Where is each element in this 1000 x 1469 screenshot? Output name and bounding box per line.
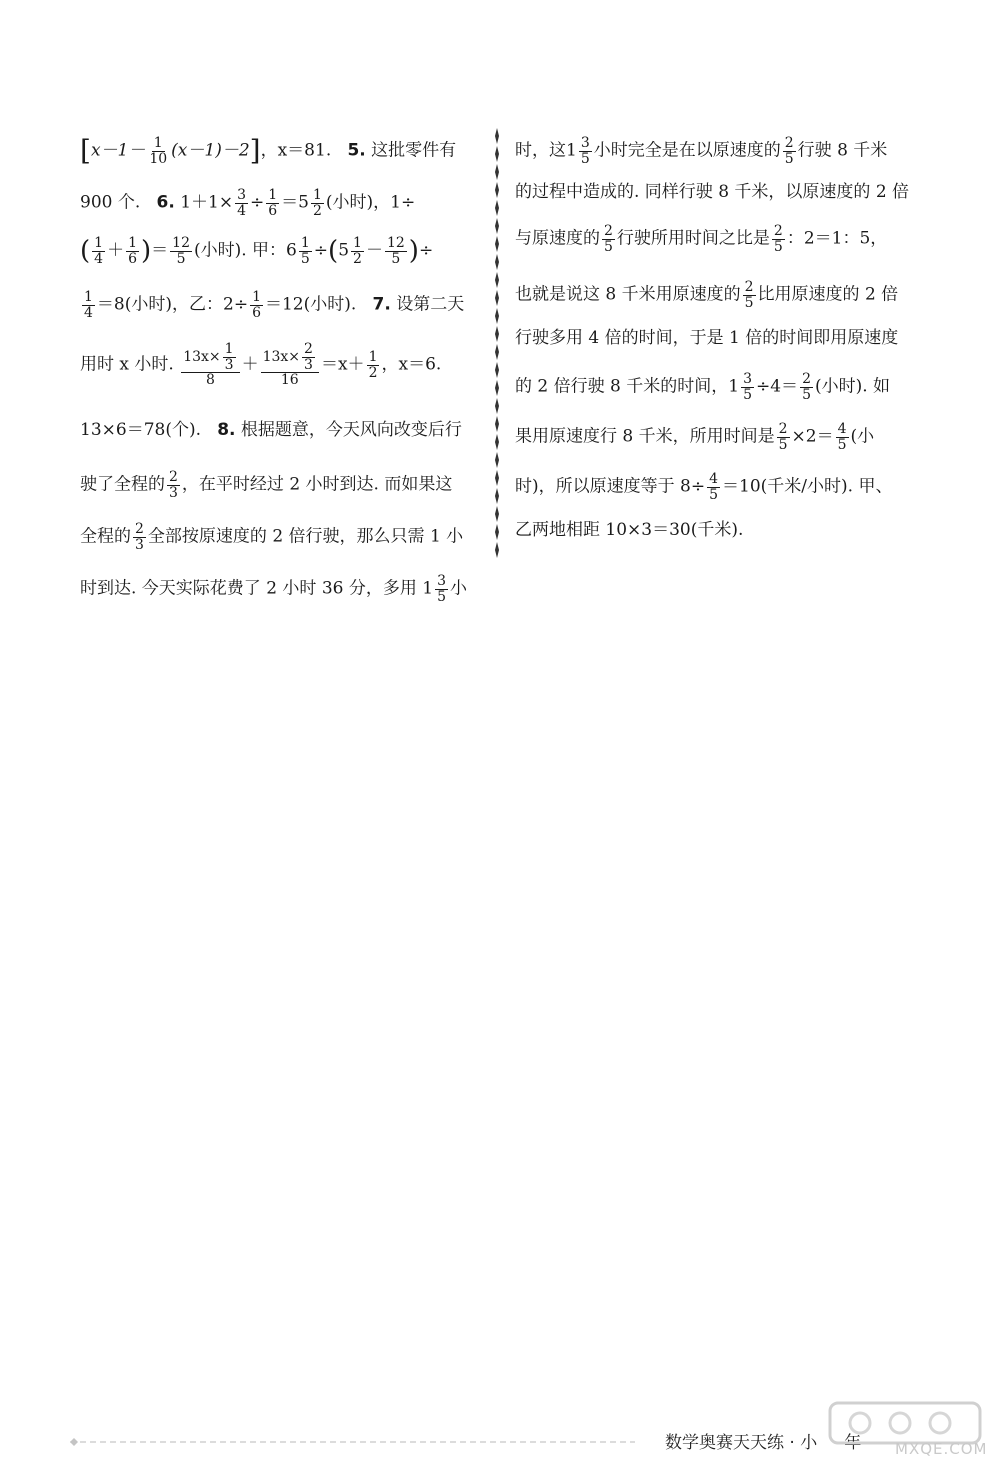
fraction: $\frac{2}{5}$ [802, 371, 811, 403]
answer-text: ＝12(小时). [264, 294, 357, 315]
left-bracket: [ [80, 134, 91, 168]
fraction: $\frac{1}{6}$ [252, 289, 261, 321]
answer-text: ：2＝1：5， [786, 228, 888, 249]
operator: ÷ [418, 240, 434, 261]
answer-text: 根据题意，今天风向改变后行 [240, 420, 462, 440]
problem-number: 7. [372, 294, 391, 315]
fraction: $\frac{1}{4}$ [94, 235, 104, 267]
fraction: $\frac{12}{5}$ [386, 235, 405, 267]
watermark-text: MXQE.COM [895, 1440, 988, 1458]
answer-text: 的 2 倍行驶 8 千米的时间，1 [515, 376, 740, 397]
answer-line-4 [80, 290, 464, 320]
answer-line-3 [80, 236, 433, 266]
fraction: $\frac{2}{5}$ [604, 223, 613, 255]
answer-line-5 [80, 342, 441, 388]
expression-text: x－1－ [90, 140, 146, 161]
operator: ÷ [313, 240, 329, 261]
answer-line-6 [80, 422, 462, 439]
answer-text: 比用原速度的 2 倍 [757, 284, 899, 305]
answer-line-1 [515, 136, 887, 166]
expression-text: 5 [338, 240, 350, 261]
fraction: $\frac{1}{4}$ [84, 289, 93, 321]
operator: ÷ [250, 192, 265, 213]
fraction: $\frac{1}{2}$ [313, 187, 322, 219]
answer-text: 时，这1 [515, 140, 577, 161]
operator: － [365, 240, 383, 261]
right-paren: ) [141, 236, 152, 267]
answer-text: 小时完全是在以原速度的 [593, 140, 781, 161]
fraction: $\frac{1}{10}$ [149, 135, 168, 167]
answer-text: 这批零件有 [371, 140, 457, 161]
right-paren: ) [408, 236, 419, 267]
left-paren: ( [328, 236, 339, 267]
fraction: $\frac{3}{4}$ [237, 187, 246, 219]
answer-text: 时)，所以原速度等于 8÷ [515, 476, 706, 497]
footer-ornament-line [70, 1438, 635, 1446]
fraction: $\frac{1}{2}$ [368, 348, 378, 381]
answer-line-2 [80, 188, 415, 218]
answer-text: 全部按原速度的 2 倍行驶，那么只需 1 小 [147, 526, 464, 547]
compound-fraction: 13x× $\frac{1}{3}$ 8 [181, 342, 239, 388]
answer-line-8 [515, 472, 892, 502]
answer-text: (小时)，1÷ [325, 192, 416, 213]
fraction: $\frac{3}{5}$ [437, 573, 447, 605]
fraction: $\frac{2}{3}$ [135, 521, 144, 553]
answer-text: 900 个. [80, 192, 141, 213]
fraction: $\frac{4}{5}$ [709, 471, 719, 503]
answer-line-7 [80, 470, 452, 500]
expression-text: ÷4＝ [756, 376, 799, 397]
expression-text: ＝x＋ [320, 354, 365, 375]
answer-text: (小 [850, 426, 875, 447]
fraction: $\frac{12}{5}$ [172, 235, 190, 267]
expression-text: ＝5 [281, 192, 309, 213]
answer-text: 时到达. 今天实际花费了 2 小时 36 分，多用 1 [80, 578, 434, 599]
fraction: $\frac{2}{3}$ [169, 469, 178, 501]
answer-line-8 [80, 522, 463, 552]
answer-line-2 [515, 184, 909, 201]
left-paren: ( [80, 236, 91, 267]
answer-text: (小时). 甲：6 [193, 240, 297, 261]
footer-book-title: 数学奥赛天天练 · 小 年 [665, 1433, 862, 1453]
answer-text: ＝8(小时)，乙：2÷ [96, 294, 249, 315]
right-bracket: ] [249, 134, 261, 168]
operator: ＋ [107, 240, 125, 261]
answer-text: 驶了全程的 [80, 474, 165, 495]
answer-text: (小时). 如 [814, 376, 891, 397]
answer-text: 果用原速度行 8 千米，所用时间是 [515, 426, 775, 447]
answer-line-3 [515, 224, 887, 254]
problem-number: 8. [217, 420, 236, 440]
fraction: $\frac{3}{5}$ [580, 135, 590, 167]
operator: ＝ [151, 240, 169, 261]
answer-line-6 [515, 372, 890, 402]
answer-text: 与原速度的 [515, 228, 600, 249]
answer-line-7 [515, 422, 874, 452]
result-text: ，x＝81. [260, 140, 332, 161]
problem-number: 5. [347, 140, 366, 161]
expression-text: 1＋1× [180, 192, 234, 213]
answer-text: 小 [450, 578, 468, 599]
answer-text: 13×6＝78(个). [80, 420, 201, 440]
fraction: $\frac{3}{5}$ [743, 371, 752, 403]
column-divider [494, 128, 500, 568]
fraction: $\frac{4}{5}$ [837, 421, 847, 453]
compound-fraction: 13x× $\frac{2}{3}$ 16 [261, 342, 319, 388]
answer-text: 也就是说这 8 千米用原速度的 [515, 284, 741, 305]
result-text: ，x＝6. [381, 354, 442, 375]
expression-text: (x－1)－2 [171, 140, 250, 161]
answer-text: 行驶 8 千米 [797, 140, 888, 161]
fraction: $\frac{1}{5}$ [300, 235, 310, 267]
answer-text: 的过程中造成的. 同样行驶 8 千米，以原速度的 2 倍 [515, 182, 910, 202]
answer-text: 乙两地相距 10×3＝30(千米). [515, 520, 744, 540]
fraction: $\frac{1}{6}$ [268, 187, 278, 219]
answer-line-1 [80, 136, 456, 166]
answer-text: ＝10(千米/小时). 甲、 [722, 476, 893, 497]
operator: ＋ [241, 354, 259, 375]
problem-number: 6. [156, 192, 175, 213]
fraction: $\frac{1}{6}$ [128, 235, 137, 267]
answer-line-9 [515, 522, 743, 539]
fraction: $\frac{2}{5}$ [778, 421, 788, 453]
answer-text: 行驶所用时间之比是 [616, 228, 770, 249]
answer-text: 用时 x 小时. [80, 354, 174, 375]
answer-line-9 [80, 574, 467, 604]
answer-text: 行驶多用 4 倍的时间，于是 1 倍的时间即用原速度 [515, 328, 899, 348]
answer-text: ，在平时经过 2 小时到达. 而如果这 [181, 474, 453, 495]
answer-line-4 [515, 280, 898, 310]
fraction: $\frac{1}{2}$ [353, 235, 362, 267]
answer-text: 设第二天 [396, 294, 465, 315]
expression-text: ×2＝ [791, 426, 834, 447]
answer-text: 全程的 [80, 526, 131, 547]
fraction: $\frac{2}{5}$ [744, 279, 754, 311]
fraction: $\frac{2}{5}$ [773, 223, 783, 255]
fraction: $\frac{2}{5}$ [784, 135, 794, 167]
answer-line-5 [515, 330, 898, 347]
